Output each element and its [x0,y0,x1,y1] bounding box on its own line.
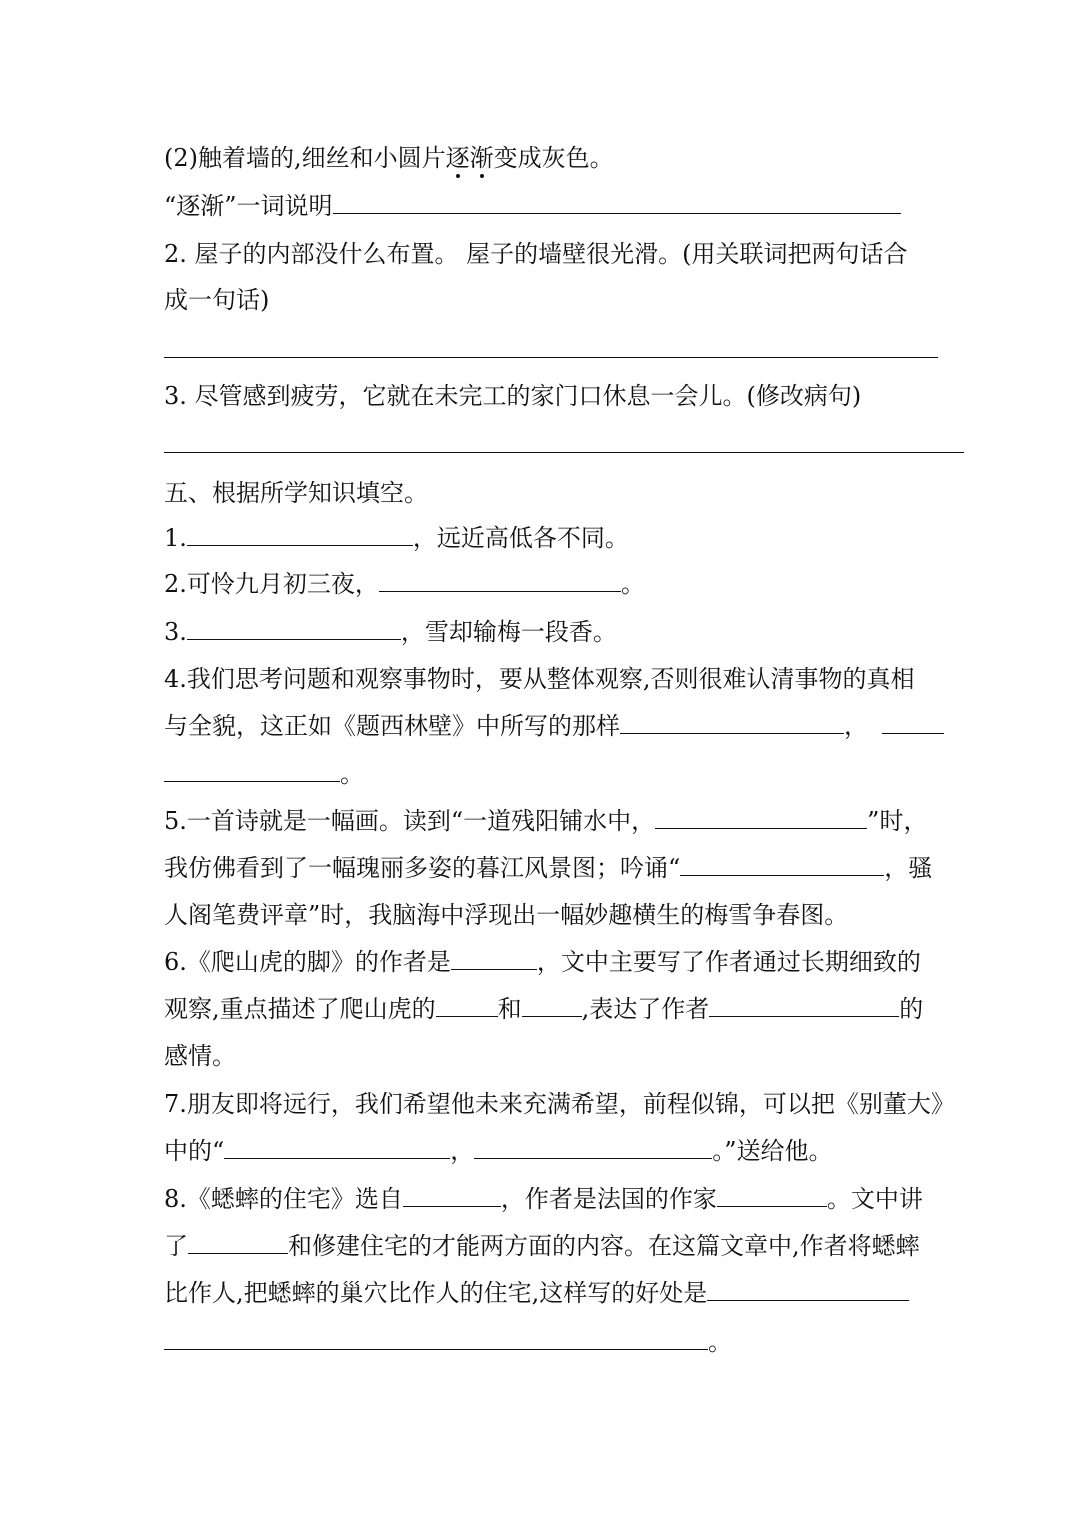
item-8-text: 了 [164,1232,188,1260]
item-3 [164,616,617,648]
q2-line1: 2. 屋子的内部没什么布置。 屋子的墙壁很光滑。(用关联词把两句话合 [164,240,908,268]
answer-blank[interactable] [717,1184,827,1207]
item-6-text-end: ，文中主要写了作者通过长期细致的 [536,948,921,976]
emphasis-dot-char: 逐 [445,144,470,172]
item-8-line2 [164,1230,920,1262]
item-5-text-end: ”时， [867,807,928,835]
answer-line[interactable] [164,452,964,453]
item-5-text-end: ，骚 [884,854,933,882]
answer-blank[interactable] [224,1136,450,1159]
item-1-number: 1. [164,524,187,552]
item-6-line1 [164,946,921,978]
q1-2-prompt-line [164,190,901,222]
item-2-end: 。 [620,570,645,598]
answer-blank[interactable] [164,759,340,782]
answer-blank[interactable] [436,994,498,1017]
answer-blank[interactable] [403,1184,501,1207]
item-3-text: ，雪却输梅一段香。 [400,618,617,646]
item-7-line2 [164,1135,833,1167]
answer-blank[interactable] [655,806,867,829]
item-4-text: 与全貌，这正如《题西林壁》中所写的那样 [164,712,620,740]
item-6-line2 [164,993,923,1025]
item-8-line1 [164,1183,923,1215]
item-5-text: 我仿佛看到了一幅瑰丽多姿的暮江风景图；吟诵“ [164,854,681,882]
item-6-and: 和 [497,995,522,1023]
q2-line2: 成一句话) [164,286,270,314]
item-3-number: 3. [164,618,187,646]
item-4-comma: ， [844,712,868,740]
item-5-line2 [164,852,932,884]
item-6-text: ,表达了作者 [581,995,710,1023]
q1-2-prompt: “逐渐”一词说明 [164,192,333,220]
answer-blank[interactable] [379,569,621,592]
item-8-text: 8.《蟋蟀的住宅》选自 [164,1185,403,1213]
item-4-end: 。 [340,760,364,788]
item-8-text: ，作者是法国的作家 [500,1185,717,1213]
item-5-line1 [164,805,927,837]
answer-blank[interactable] [451,947,537,970]
item-8-line4 [164,1326,732,1358]
emphasis-dot-char: 渐 [469,144,494,172]
item-6-text-end: 的 [899,995,924,1023]
answer-blank[interactable] [709,994,899,1017]
item-4-line1: 4.我们思考问题和观察事物时，要从整体观察,否则很难认清事物的真相 [164,665,915,693]
answer-blank[interactable] [474,1136,712,1159]
answer-blank[interactable] [522,994,582,1017]
item-5-text: 5.一首诗就是一幅画。读到“一道残阳铺水中， [164,807,656,835]
answer-line[interactable] [164,357,938,358]
item-2-text: 2.可怜九月初三夜， [164,570,379,598]
item-8-text-end: 和修建住宅的才能两方面的内容。在这篇文章中,作者将蟋蟀 [288,1232,920,1260]
item-4-line2 [164,710,944,742]
item-8-end: 。 [708,1328,732,1356]
answer-blank[interactable] [187,523,413,546]
answer-blank[interactable] [333,191,901,214]
item-8-line3 [164,1277,909,1309]
answer-blank[interactable] [620,711,844,734]
item-6-line3: 感情。 [164,1042,236,1070]
item-7-text-end: 。”送给他。 [712,1137,833,1165]
answer-blank[interactable] [882,711,944,734]
item-4-line3 [164,758,364,790]
item-6-text: 6.《爬山虎的脚》的作者是 [164,948,451,976]
answer-blank[interactable] [164,1327,708,1350]
item-8-text-end: 。文中讲 [826,1185,923,1213]
item-7-line1: 7.朋友即将远行，我们希望他未来充满希望，前程似锦，可以把《别董大》 [164,1090,955,1118]
item-6-text: 观察,重点描述了爬山虎的 [164,995,436,1023]
item-2 [164,568,645,600]
q1-2-text-a: (2)触着墙的,细丝和小圆片 [164,144,446,172]
answer-blank[interactable] [680,853,884,876]
q3-line1: 3. 尽管感到疲劳，它就在未完工的家门口休息一会儿。(修改病句) [164,382,862,410]
answer-blank[interactable] [707,1278,909,1301]
item-1-text: ，远近高低各不同。 [412,524,629,552]
item-5-line3: 人阁笔费评章”时，我脑海中浮现出一幅妙趣横生的梅雪争春图。 [164,901,849,929]
item-8-text: 比作人,把蟋蟀的巢穴比作人的住宅,这样写的好处是 [164,1279,708,1307]
section5-title: 五、根据所学知识填空。 [164,479,428,507]
item-1 [164,522,629,554]
q1-2-sentence [164,142,614,174]
answer-blank[interactable] [188,1231,288,1254]
item-7-text: 中的“ [164,1137,225,1165]
answer-blank[interactable] [187,617,401,640]
item-7-comma: ， [450,1137,475,1165]
q1-2-text-b: 变成灰色。 [493,144,614,172]
